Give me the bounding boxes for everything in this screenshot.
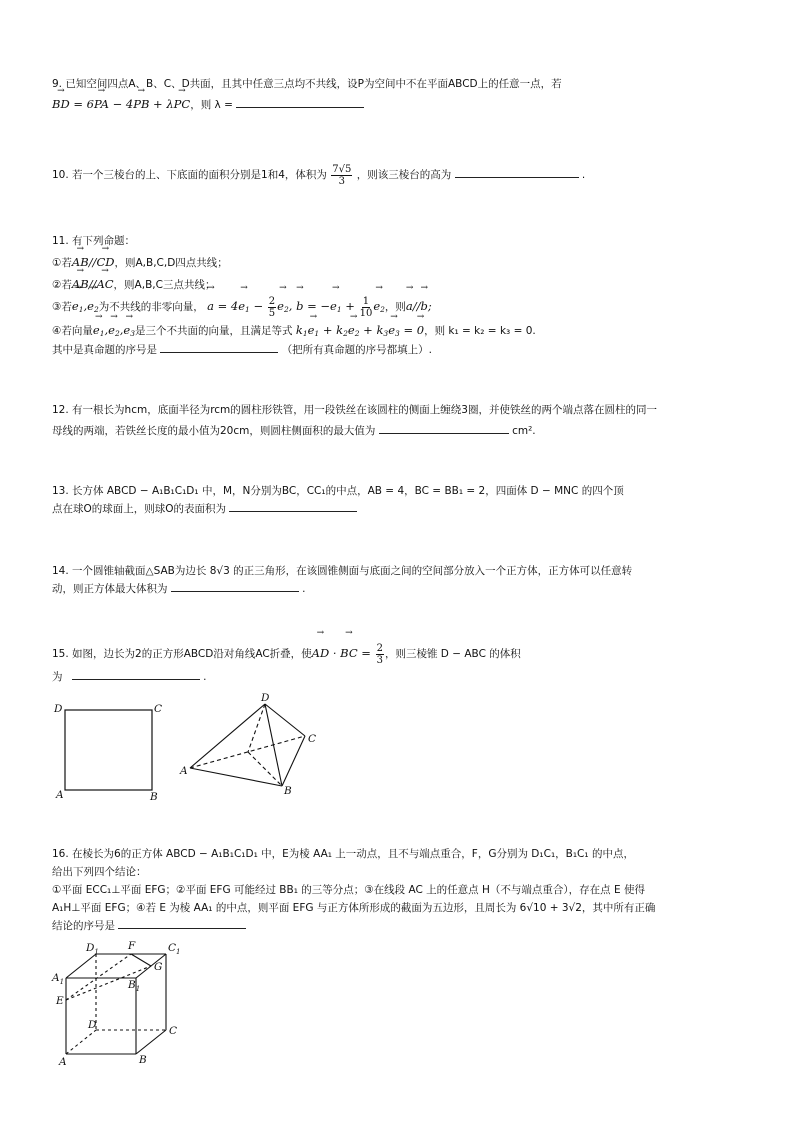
q15-square-label-a: A <box>56 789 64 801</box>
q11-prop1: ①若→ AB//→ CD，则A,B,C,D四点共线； <box>52 254 228 271</box>
q10-volume-fraction: $\frac{7√5}{3}$ <box>332 163 352 187</box>
q15-figures <box>50 690 330 805</box>
q16-label-b: B <box>139 1054 147 1066</box>
q9-line2 <box>52 96 364 113</box>
q15-square-label-c: C <box>154 703 163 715</box>
q12-line2: 母线的两端，若铁丝长度的最小值为20cm，则圆柱侧面积的最大值为 cm². <box>52 422 536 439</box>
q15-answer-blank[interactable] <box>72 668 200 680</box>
q16-label-b1: $B_1$ <box>128 979 141 993</box>
q10-suffix: ，则该三棱台的高为 <box>356 169 452 181</box>
q15-square-label-b: B <box>150 791 158 803</box>
q16-label-f: F <box>128 940 136 952</box>
q10-line: 10. 若一个三棱台的上、下底面的面积分别是1和4，体积为 $\frac{7√5}{3}$ ，则该三棱台的高为 . <box>52 163 586 187</box>
q15-pyramid-label-c: C <box>308 733 317 745</box>
q15-line1: 15. 如图，边长为2的正方形ABCD沿对角线AC折叠，使→ AD · → BC = $\frac{2}{3}$ ，则三棱锥 D − ABC 的体积 <box>52 638 521 669</box>
q16-label-c1: $C_1$ <box>168 942 181 956</box>
q16-label-a1: $A_1$ <box>52 972 65 986</box>
svg-text:D1 <box>85 942 99 956</box>
q15-square-label-d: D <box>54 703 63 715</box>
q16-line5: 结论的序号是 <box>52 917 246 934</box>
q10-prefix: 10. 若一个三棱台的上、下底面的面积分别是1和4，体积为 <box>52 169 327 181</box>
q12-line1: 12. 有一根长为hcm，底面半径为rcm的圆柱形铁管，用一段铁丝在该圆柱的侧面上缠绕3圈，并使铁丝的两个端点落在圆柱的同一 <box>52 404 657 416</box>
q13-line2: 点在球O的球面上，则球O的表面积为 <box>52 500 357 517</box>
q15-pyramid <box>190 704 305 786</box>
q12-answer-blank[interactable] <box>379 422 509 434</box>
q12-unit: cm². <box>512 425 536 437</box>
q14-line2: 动，则正方体最大体积为 . <box>52 580 306 597</box>
q16-label-d: D <box>88 1019 97 1031</box>
q16-line4: A₁H⊥平面 EFG；④若 E 为棱 AA₁ 的中点，则平面 EFG 与正方体所形成的截面为五边形，且周长为 6√10 + 3√2，其中所有正确 <box>52 902 656 914</box>
q16-line3: ①平面 ECC₁⊥平面 EFG；②平面 EFG 可能经过 BB₁ 的三等分点；③在线段 AC 上的任意点 H（不与端点重合），存在点 E 使得 <box>52 884 645 896</box>
q16-label-a: A <box>59 1056 67 1068</box>
q9-vector-equation: → BD = 6→ PA − 4→ PB + λ→ PC <box>52 97 190 111</box>
q11-title: 11. 有下列命题： <box>52 235 136 247</box>
q15-pyramid-label-b: B <box>284 785 292 797</box>
q16-label-d1: $D_1$ <box>86 942 99 956</box>
q13-answer-blank[interactable] <box>229 500 357 512</box>
q16-label-e: E <box>56 995 64 1007</box>
q14-answer-blank[interactable] <box>171 580 299 592</box>
q16-line1: 16. 在棱长为6的正方体 ABCD − A₁B₁C₁D₁ 中，E为棱 AA₁ 上一动点，且不与端点重合，F，G分别为 D₁C₁，B₁C₁ 的中点， <box>52 848 634 860</box>
q11-answer-blank[interactable] <box>160 341 278 353</box>
q11-prop4: ④若向量→ $e_1,\to e_2,\to e_3$是三个不共面的向量，且满足等式 $k_1\to e_1 + k_2\to e_2 + k_3\to e_3$ = → 0，则 k₁ = k₂ = k₃ = 0. <box>52 322 536 342</box>
q11-prop2: ②若→ AB//→ AC，则A,B,C三点共线； <box>52 276 215 293</box>
q16-answer-blank[interactable] <box>118 917 246 929</box>
q15-pyramid-label-a: A <box>180 765 188 777</box>
q9-line2-suffix: ，则 λ = <box>190 99 233 111</box>
q14-line1: 14. 一个圆锥轴截面△SAB为边长 8√3 的正三角形，在该圆锥侧面与底面之间的空间部分放入一个正方体，正方体可以任意转 <box>52 565 633 577</box>
q16-cube-figure <box>50 938 200 1068</box>
q15-square <box>65 710 152 790</box>
q16-label-c: C <box>169 1025 178 1037</box>
q15-pyramid-label-d: D <box>261 692 270 704</box>
q9-line1: 9. 已知空间四点A、B、C、D共面，且其中任意三点均不共线，设P为空间中不在平面ABCD上的任意一点，若 <box>52 78 562 90</box>
q11-prop3: ③若→ $e_1,\to e_2$为不共线的非零向量， → $a = 4\to e_1$ − $\frac{2}{5}$ → $e_2$, → b = −→ $e_1$ + $\frac{1}{10}$ → $e_2$，则→ a//→ b; <box>52 293 432 323</box>
q15-fraction: $\frac{2}{3}$ <box>376 642 383 666</box>
q13-line1: 13. 长方体 ABCD − A₁B₁C₁D₁ 中，M，N分别为BC，CC₁的中点，AB = 4，BC = BB₁ = 2，四面体 D − MNC 的四个顶 <box>52 485 624 497</box>
q16-label-g: G <box>154 961 163 973</box>
q9-answer-blank[interactable] <box>236 96 364 108</box>
q16-line2: 给出下列四个结论： <box>52 866 147 878</box>
q10-answer-blank[interactable] <box>455 166 579 178</box>
q15-line2: 为 . <box>52 668 207 685</box>
q11-answer-line: 其中是真命题的序号是 （把所有真命题的序号都填上）. <box>52 341 432 358</box>
